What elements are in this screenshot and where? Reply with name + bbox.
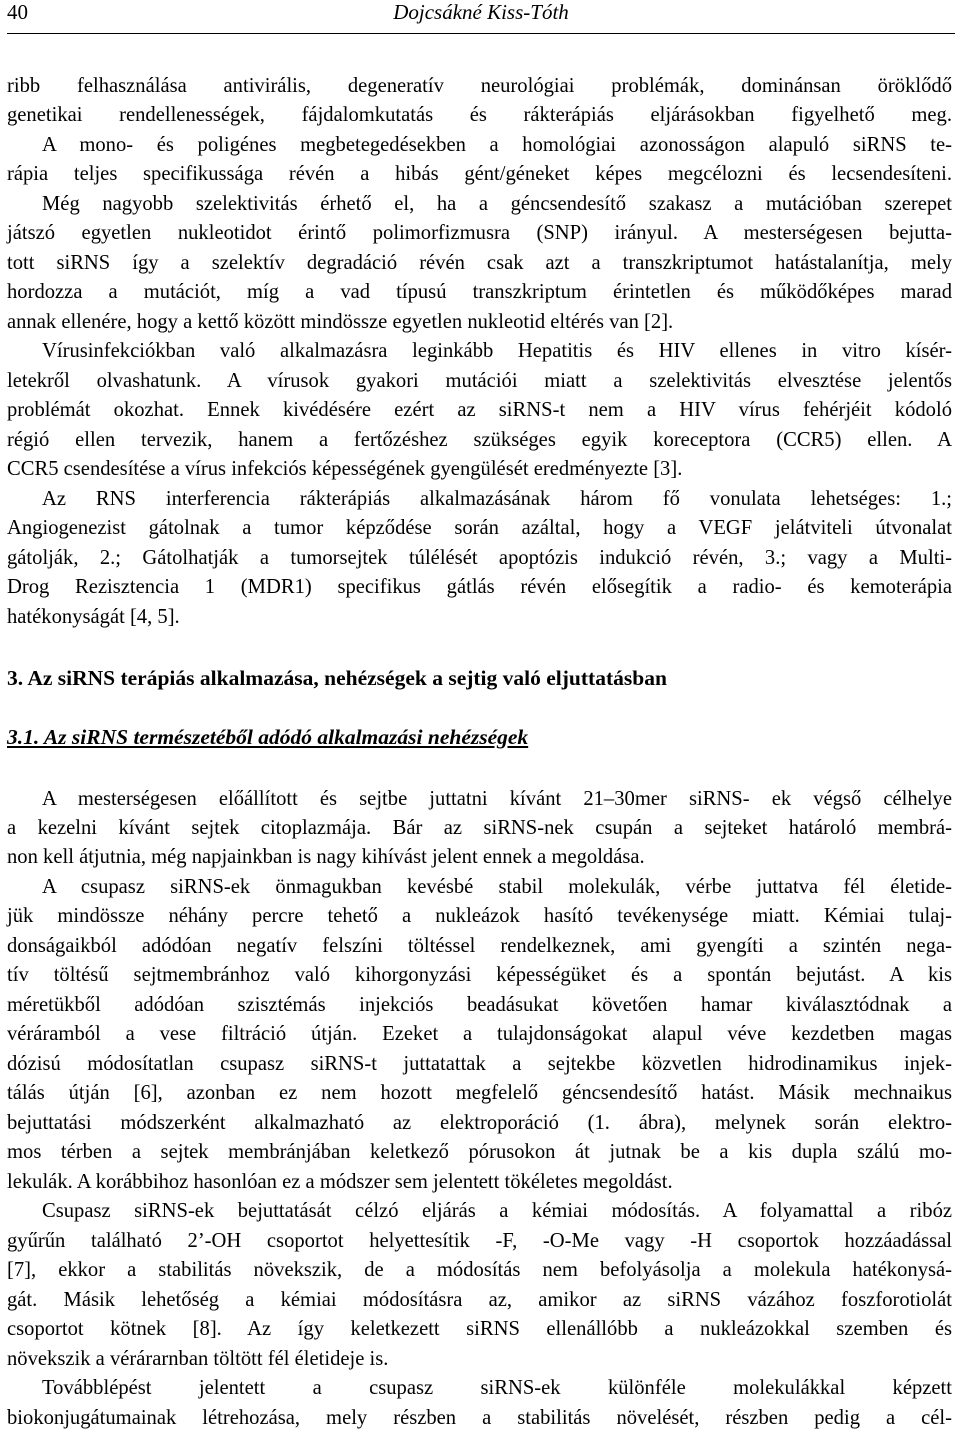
text-line: mos térben a sejtek membránjában keletkező pórusokon át jutnak be a kis dupla szálú mo- [7, 1141, 952, 1163]
text-line: donságaikból adódóan negatív felszíni töltéssel rendelkeznek, ami gyengíti a szintén nega- [7, 935, 952, 957]
text-line: játszó egyetlen nukleotidot érintő polimorfizmusra (SNP) irányul. A mesterségesen bejutta- [7, 222, 952, 244]
text-line: letekről olvashatunk. A vírusok gyakori mutációi miatt a szelektivitás elvesztése jelentős [7, 370, 952, 392]
text-line: tott siRNS így a szelektív degradáció révén csak azt a transzkriptumot hatástalanítja, mely [7, 252, 952, 274]
text-line: jük mindössze néhány percre tehető a nukleázok hasító tevékenysége miatt. Kémiai tulaj- [7, 905, 952, 927]
text-line: genetikai rendellenességek, fájdalomkutatás és rákterápiás eljárásokban figyelhető meg. [7, 104, 952, 126]
text-line: A mesterségesen előállított és sejtbe juttatni kívánt 21–30mer siRNS- ek végső célhelye [42, 788, 952, 810]
text-line: rápia teljes specifikussága révén a hibás gént/géneket képes megcélozni és lecsendesíteni. [7, 163, 952, 185]
text-line: A csupasz siRNS-ek önmagukban kevésbé stabil molekulák, vérbe juttatva fél életide- [42, 876, 952, 898]
text-line: biokonjugátumainak létrehozása, mely részben a stabilitás növelését, részben pedig a cél- [7, 1407, 952, 1429]
text-line: Még nagyobb szelektivitás érhető el, ha a géncsendesítő szakasz a mutációban szerepet [42, 193, 952, 215]
text-line: dózisú módosítatlan csupasz siRNS-t juttatattak a sejtekbe közvetlen hidrodinamikus injek- [7, 1053, 952, 1075]
text-line: régió ellen tervezik, hanem a fertőzéshez szükséges egyik koreceptora (CCR5) ellen. A [7, 429, 952, 451]
text-line: csoportot kötnek [8]. Az így keletkezett siRNS ellenállóbb a nukleázokkal szemben és [7, 1318, 952, 1340]
text-line: gátolják, 2.; Gátolhatják a tumorsejtek túlélését apoptózis indukció révén, 3.; vagy a Multi- [7, 547, 952, 569]
text-line: annak ellenére, hogy a kettő között mindössze egyetlen nukleotid eltérés van [2]. [7, 311, 674, 333]
text-line: Drog Rezisztencia 1 (MDR1) specifikus gátlás révén elősegítik a radio- és kemoterápia [7, 576, 952, 598]
text-line: tálás útján [6], azonban ez nem hozott megfelelő géncsendesítő hatást. Másik mechnaikus [7, 1082, 952, 1104]
text-line: méretükből adódóan szisztémás injekciós beadásukat követően hamar kiválasztódnak a [7, 994, 952, 1016]
text-line: tív töltésű sejtmembránhoz való kihorgonyzási képességüket és a spontán bejutást. A kis [7, 964, 952, 986]
text-line: gát. Másik lehetőség a kémiai módosításra az, amikor az siRNS vázához foszforotiolát [7, 1289, 952, 1311]
text-line: hordozza a mutációt, míg a vad típusú transzkriptum érintetlen és működőképes marad [7, 281, 952, 303]
text-line: lekulák. A korábbihoz hasonlóan ez a módszer sem jelentett tökéletes megoldást. [7, 1171, 673, 1193]
text-line: A mono- és poligénes megbetegedésekben a homológiai azonosságon alapuló siRNS te- [42, 134, 952, 156]
section-3-1-heading: 3.1. Az siRNS természetéből adódó alkalmazási nehézségek [7, 725, 529, 749]
text-line: bejuttatási módszerként alkalmazható az elektroporáció (1. ábra), melynek során elektro- [7, 1112, 952, 1134]
text-line: növekszik a vérárarnban töltött fél életideje is. [7, 1348, 389, 1370]
header-rule [7, 33, 955, 34]
text-line: non kell átjutnia, még napjainkban is nagy kihívást jelent ennek a megoldása. [7, 846, 645, 868]
text-line: Vírusinfekciókban való alkalmazásra leginkább Hepatitis és HIV ellenes in vitro kísér- [42, 340, 952, 362]
text-line: Angiogenezist gátolnak a tumor képződése során azáltal, hogy a VEGF jelátviteli útvonalat [7, 517, 952, 539]
text-line: Csupasz siRNS-ek bejuttatását célzó eljárás a kémiai módosítás. A folyamattal a ribóz [42, 1200, 952, 1222]
running-title: Dojcsákné Kiss-Tóth [393, 0, 569, 24]
text-line: ribb felhasználása antivirális, degeneratív neurológiai problémák, dominánsan öröklődő [7, 75, 952, 97]
page-header [7, 0, 955, 24]
page-number: 40 [7, 0, 28, 24]
text-line: a kezelni kívánt sejtek citoplazmája. Bár az siRNS-nek csupán a sejteket határoló membrá- [7, 817, 952, 839]
text-line: véráramból a vese filtráció útján. Ezeket a tulajdonságokat alapul véve kezdetben magas [7, 1023, 952, 1045]
text-line: CCR5 csendesítése a vírus infekciós képességének gyengülését eredményezte [3]. [7, 458, 683, 480]
text-line: Az RNS interferencia rákterápiás alkalmazásának három fő vonulata lehetséges: 1.; [42, 488, 952, 510]
text-line: Továbblépést jelentett a csupasz siRNS-ek különféle molekulákkal képzett [42, 1377, 952, 1399]
section-3-heading: 3. Az siRNS terápiás alkalmazása, nehézségek a sejtig való eljuttatásban [7, 666, 667, 690]
text-line: [7], ekkor a stabilitás növekszik, de a módosítás nem befolyásolja a molekula hatékonysá- [7, 1259, 952, 1281]
text-line: problémát okozhat. Ennek kivédésére ezért az siRNS-t nem a HIV vírus fehérjéit kódoló [7, 399, 952, 421]
text-line: hatékonyságát [4, 5]. [7, 606, 180, 628]
text-line: gyűrűn található 2’-OH csoportot helyettesítik -F, -O-Me vagy -H csoportok hozzáadással [7, 1230, 952, 1252]
